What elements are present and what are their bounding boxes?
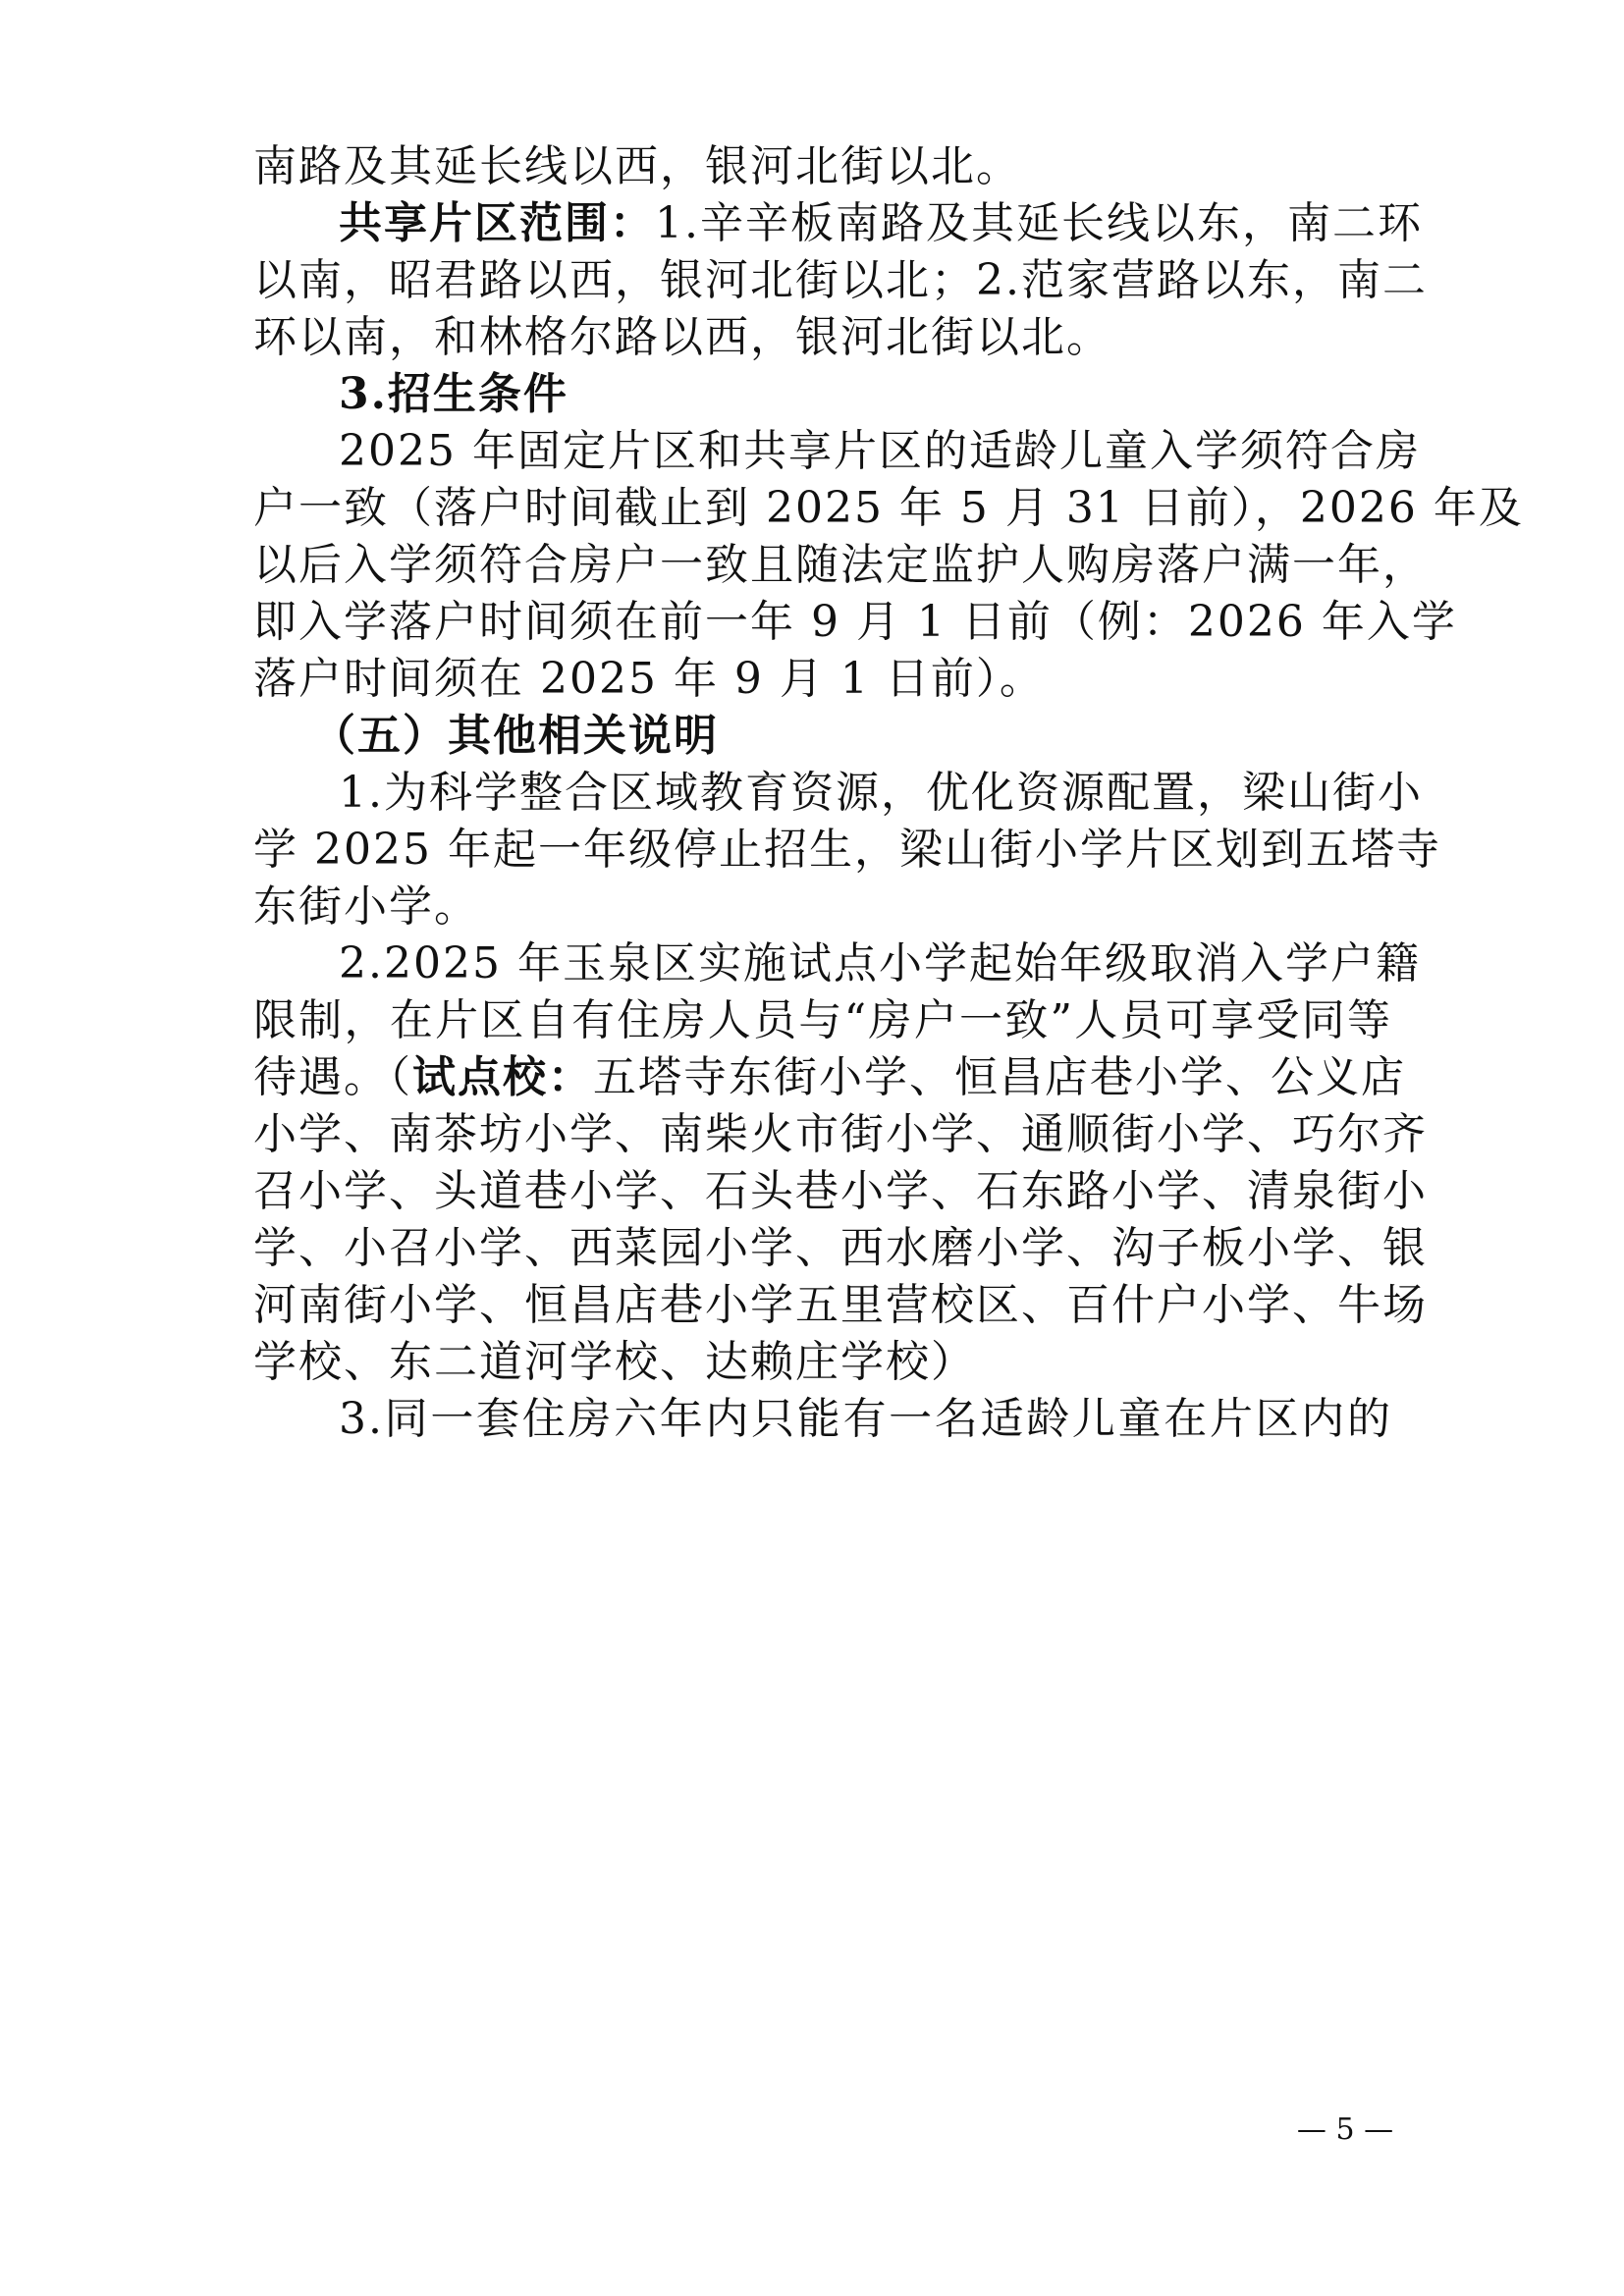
pilot-schools-label: 试点校： [412,1052,593,1102]
text-line: 南路及其延长线以西，银河北街以北。 [253,141,1021,191]
text-line: 限制，在片区自有住房人员与“房户一致”人员可享受同等 [253,995,1392,1045]
text-line: 东街小学。 [253,881,479,932]
text-fragment: 1.辛辛板南路及其延长线以东，南二环 [655,198,1423,248]
page-number: — 5 — [1296,2112,1394,2147]
text-line: 1.为科学整合区域教育资源，优化资源配置，梁山街小 [339,768,1423,818]
text-line: 河南街小学、恒昌店巷小学五里营校区、百什户小学、牛场 [253,1280,1428,1330]
text-fragment: 待遇。（ [253,1052,412,1102]
text-fragment: 五塔寺东街小学、恒昌店巷小学、公义店 [593,1052,1406,1102]
section-label: 共享片区范围： [339,198,655,248]
text-line: 3.同一套住房六年内只能有一名适龄儿童在片区内的 [339,1394,1392,1444]
text-line: 2.2025 年玉泉区实施试点小学起始年级取消入学户籍 [339,938,1421,988]
text-line: 小学、南茶坊小学、南柴火市街小学、通顺街小学、巧尔齐 [253,1109,1428,1159]
text-line: 召小学、头道巷小学、石头巷小学、石东路小学、清泉街小 [253,1166,1428,1216]
text-line: 学校、东二道河学校、达赖庄学校） [253,1337,976,1387]
text-line: 户一致（落户时间截止到 2025 年 5 月 31 日前），2026 年及 [253,483,1524,533]
text-line: 以南，昭君路以西，银河北街以北；2.范家营路以东，南二 [253,255,1428,305]
text-line: 2025 年固定片区和共享片区的适龄儿童入学须符合房 [339,426,1421,476]
section-heading: （五）其他相关说明 [312,711,719,761]
text-line: 学、小召小学、西菜园小学、西水磨小学、沟子板小学、银 [253,1223,1428,1273]
text-line: 环以南，和林格尔路以西，银河北街以北。 [253,312,1111,362]
subsection-heading: 3.招生条件 [339,369,568,419]
text-line: 落户时间须在 2025 年 9 月 1 日前）。 [253,654,1045,704]
text-line: 以后入学须符合房户一致且随法定监护人购房落户满一年， [253,540,1428,590]
text-line: 即入学落户时间须在前一年 9 月 1 日前（例：2026 年入学 [253,597,1457,647]
text-line: 学 2025 年起一年级停止招生，梁山街小学片区划到五塔寺 [253,825,1441,875]
